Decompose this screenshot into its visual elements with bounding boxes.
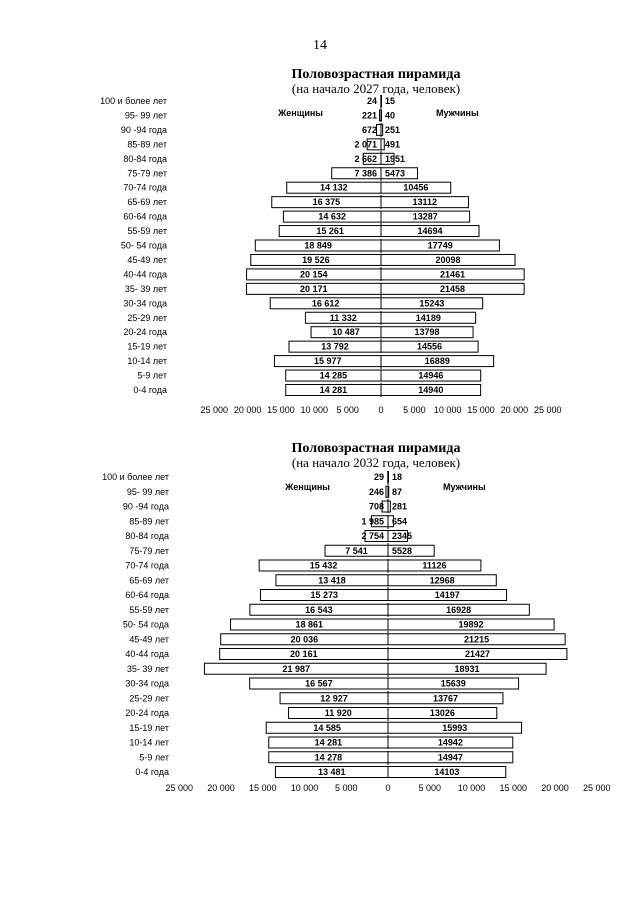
value-label-female: 14 585 (313, 722, 341, 733)
value-label-male: 14103 (434, 767, 460, 777)
value-label-male: 14197 (434, 590, 460, 600)
axis-tick-label: 5 000 (334, 783, 358, 793)
legend-male: Мужчины (436, 108, 479, 118)
value-label-female: 21 987 (282, 663, 310, 674)
age-group-label: 20-24 года (123, 327, 167, 338)
age-group-label: 20-24 года (125, 708, 169, 718)
value-label-female: 15 273 (310, 590, 339, 600)
value-label-female: 19 526 (302, 254, 330, 265)
value-label-male: 18 (392, 472, 403, 482)
value-label-male: 14694 (417, 226, 443, 237)
value-label-male: 13767 (432, 693, 458, 704)
value-label-male: 21461 (440, 269, 466, 280)
age-group-label: 80-84 года (125, 531, 169, 541)
value-label-female: 16 375 (312, 197, 341, 208)
value-label-male: 87 (392, 486, 403, 497)
axis-tick-label: 5 000 (403, 405, 426, 415)
legend-female: Женщины (278, 108, 323, 118)
axis-tick-label: 15 000 (499, 783, 528, 793)
age-group-label: 30-34 года (125, 678, 169, 689)
bar-male (381, 139, 384, 150)
value-label-female: 11 332 (329, 312, 357, 323)
value-label-male: 14942 (437, 737, 463, 748)
age-group-label: 5-9 лет (139, 752, 169, 763)
value-label-male: 14946 (418, 370, 444, 381)
age-group-label: 5-9 лет (137, 370, 167, 381)
axis-tick-label: 20 000 (233, 405, 262, 415)
axis-tick-label: 15 000 (248, 783, 277, 793)
value-label-male: 13026 (429, 708, 455, 718)
value-label-male: 13112 (412, 197, 437, 208)
value-label-female: 14 281 (314, 737, 343, 748)
age-group-label: 80-84 года (123, 153, 167, 164)
value-label-male: 14947 (437, 752, 463, 763)
age-group-label: 70-74 года (125, 560, 169, 571)
age-group-label: 45-49 лет (127, 254, 167, 265)
value-label-female: 18 861 (295, 619, 324, 630)
value-label-female: 16 543 (305, 604, 333, 615)
age-group-label: 60-64 года (125, 590, 169, 600)
value-label-female: 11 920 (324, 708, 352, 718)
chart-subtitle: (на начало 2027 года, человек) (291, 81, 461, 96)
value-label-female: 2 662 (354, 153, 377, 164)
age-group-label: 25-29 лет (127, 312, 167, 323)
age-group-label: 95- 99 лет (126, 486, 169, 497)
axis-tick-label: 25 000 (200, 405, 229, 415)
value-label-male: 18931 (454, 663, 480, 674)
age-group-label: 10-14 лет (129, 737, 169, 748)
value-label-male: 15 (385, 96, 396, 106)
age-group-label: 70-74 года (123, 182, 167, 193)
population-pyramid-2032 (0, 436, 640, 806)
value-label-male: 15993 (442, 722, 468, 733)
age-group-label: 75-79 лет (127, 168, 167, 179)
bar-male (388, 472, 389, 483)
value-label-male: 251 (385, 124, 401, 135)
axis-tick-label: 10 000 (290, 783, 319, 793)
value-label-female: 29 (373, 472, 384, 482)
page-number: 14 (313, 38, 327, 53)
age-group-label: 90 -94 года (122, 501, 169, 512)
age-group-label: 65-69 лет (129, 575, 169, 586)
axis-tick-label: 5 000 (336, 405, 359, 415)
value-label-male: 15243 (419, 298, 445, 309)
value-label-male: 5473 (385, 168, 406, 179)
value-label-male: 654 (392, 516, 408, 527)
value-label-male: 21215 (464, 634, 490, 645)
value-label-female: 18 849 (304, 240, 332, 251)
axis-tick-label: 25 000 (533, 405, 562, 415)
value-label-female: 15 432 (309, 560, 338, 571)
age-group-label: 55-59 лет (129, 604, 169, 615)
axis-tick-label: 15 000 (467, 405, 495, 415)
age-group-label: 50- 54 года (120, 240, 167, 251)
value-label-female: 13 418 (318, 575, 346, 586)
value-label-male: 13798 (414, 327, 440, 338)
age-group-label: 10-14 лет (127, 356, 167, 367)
value-label-female: 16 612 (311, 298, 340, 309)
value-label-male: 10456 (403, 182, 429, 193)
axis-tick-label: 20 000 (541, 783, 569, 793)
age-group-label: 100 и более лет (102, 472, 169, 482)
value-label-female: 14 278 (314, 752, 343, 763)
value-label-female: 20 161 (290, 649, 318, 659)
age-group-label: 95- 99 лет (124, 110, 167, 121)
bar-male (381, 110, 382, 121)
age-group-label: 45-49 лет (129, 634, 169, 645)
value-label-female: 24 (366, 96, 377, 106)
population-pyramid-2027 (0, 62, 640, 417)
value-label-female: 15 261 (316, 226, 344, 237)
value-label-female: 20 036 (290, 634, 319, 645)
bar-male (388, 486, 389, 497)
age-group-label: 35- 39 лет (124, 283, 167, 294)
value-label-male: 1951 (385, 153, 406, 164)
axis-tick-label: 0 (378, 405, 384, 415)
value-label-female: 13 481 (317, 767, 346, 777)
value-label-male: 13287 (412, 211, 438, 222)
axis-tick-label: 10 000 (300, 405, 329, 415)
age-group-label: 75-79 лет (129, 545, 169, 556)
value-label-female: 15 977 (313, 356, 342, 367)
value-label-male: 15639 (440, 678, 466, 689)
value-label-male: 12968 (429, 575, 455, 586)
value-label-male: 16889 (424, 356, 450, 367)
age-group-label: 40-44 года (125, 649, 169, 659)
value-label-female: 14 281 (319, 385, 348, 395)
age-group-label: 0-4 года (133, 385, 167, 395)
value-label-male: 19892 (458, 619, 484, 630)
age-group-label: 40-44 года (123, 269, 167, 280)
value-label-female: 13 792 (321, 341, 349, 352)
value-label-female: 2 754 (361, 531, 384, 541)
bar-male (388, 501, 390, 512)
value-label-male: 17749 (427, 240, 453, 251)
age-group-label: 15-19 лет (127, 341, 167, 352)
value-label-female: 1 985 (361, 516, 384, 527)
value-label-female: 10 487 (332, 327, 360, 338)
value-label-male: 11126 (422, 560, 447, 571)
value-label-female: 14 632 (318, 211, 346, 222)
value-label-female: 14 285 (319, 370, 348, 381)
age-group-label: 0-4 года (135, 767, 169, 777)
age-group-label: 30-34 года (123, 298, 167, 309)
chart-title: Половозрастная пирамида (291, 441, 461, 456)
value-label-female: 221 (361, 110, 377, 121)
age-group-label: 25-29 лет (129, 693, 169, 704)
axis-tick-label: 25 000 (165, 783, 194, 793)
axis-tick-label: 15 000 (267, 405, 295, 415)
value-label-male: 21427 (464, 649, 490, 659)
age-group-label: 15-19 лет (129, 722, 169, 733)
chart-subtitle: (на начало 2032 года, человек) (291, 455, 461, 470)
axis-tick-label: 10 000 (457, 783, 486, 793)
age-group-label: 85-89 лет (127, 139, 167, 150)
value-label-male: 14556 (417, 341, 443, 352)
value-label-female: 2 071 (354, 139, 377, 150)
age-group-label: 85-89 лет (129, 516, 169, 527)
value-label-male: 14189 (415, 312, 441, 323)
age-group-label: 100 и более лет (100, 96, 167, 106)
value-label-female: 20 154 (300, 269, 328, 280)
age-group-label: 60-64 года (123, 211, 167, 222)
value-label-female: 246 (368, 486, 384, 497)
value-label-female: 708 (368, 501, 384, 512)
value-label-male: 5528 (392, 545, 413, 556)
bar-male (381, 96, 382, 107)
legend-male: Мужчины (443, 482, 486, 492)
legend-female: Женщины (285, 482, 330, 492)
chart-title: Половозрастная пирамида (291, 67, 461, 82)
age-group-label: 90 -94 года (120, 124, 167, 135)
axis-tick-label: 10 000 (433, 405, 462, 415)
value-label-female: 20 171 (299, 283, 328, 294)
value-label-male: 14940 (418, 385, 444, 395)
bar-male (381, 124, 383, 135)
age-group-label: 65-69 лет (127, 197, 167, 208)
value-label-male: 40 (385, 110, 396, 121)
age-group-label: 35- 39 лет (126, 663, 169, 674)
value-label-female: 7 541 (345, 545, 368, 556)
value-label-male: 491 (385, 139, 401, 150)
age-group-label: 55-59 лет (127, 226, 167, 237)
axis-tick-label: 0 (385, 783, 391, 793)
value-label-male: 16928 (446, 604, 472, 615)
value-label-male: 2345 (392, 531, 413, 541)
value-label-female: 16 567 (305, 678, 333, 689)
value-label-female: 12 927 (320, 693, 348, 704)
value-label-female: 672 (361, 124, 377, 135)
axis-tick-label: 20 000 (207, 783, 235, 793)
value-label-female: 7 386 (354, 168, 377, 179)
axis-tick-label: 5 000 (418, 783, 442, 793)
axis-tick-label: 20 000 (500, 405, 529, 415)
value-label-male: 20098 (435, 254, 461, 265)
age-group-label: 50- 54 года (122, 619, 169, 630)
bar-female (377, 124, 381, 135)
axis-tick-label: 25 000 (582, 783, 611, 793)
value-label-male: 281 (392, 501, 408, 512)
value-label-female: 14 132 (320, 182, 348, 193)
value-label-male: 21458 (440, 283, 466, 294)
